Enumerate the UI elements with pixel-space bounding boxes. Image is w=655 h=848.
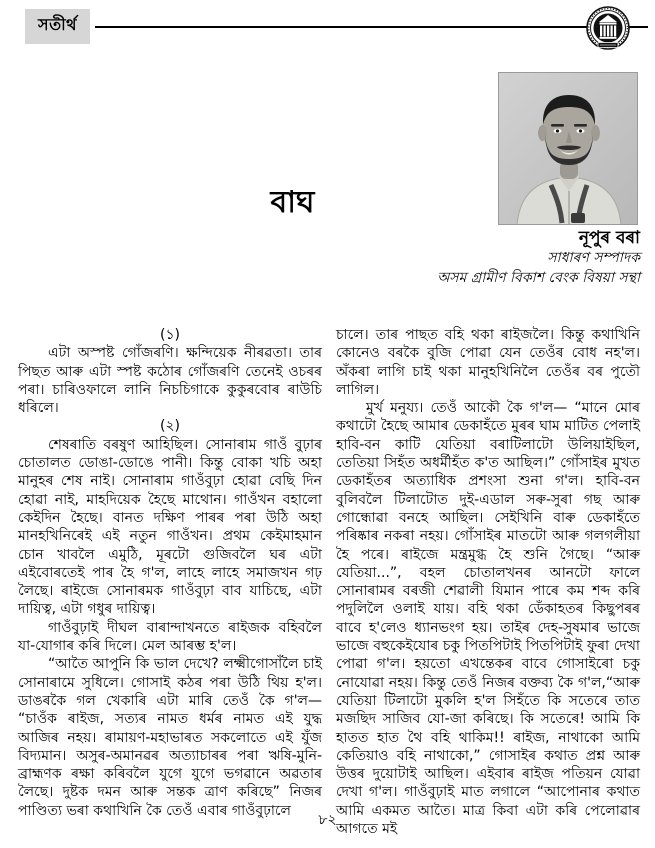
- byline: [300, 228, 640, 288]
- paragraph: শেষৰাতি বৰষুণ আহিছিল। সোনাৰাম গাওঁ বুঢ়াৰ চোতালত ডোঙা-ডোঙে পানী। কিন্তু বোকা খচি অহা মানুহৰ শেষ নাই। সোনাৰাম গাওঁবুঢ়া হোৱা বেছি দিন হোৱা নাই, মাহদিয়েক হৈছে মাথোন। গাওঁখন বহালো কেইদিন হৈছে। বানত দক্ষিণ পাৰৰ পৰা উঠি অহা মানহখিনিৰেই এই নতুন গাওঁখন। প্ৰথম কেইমাহমান চোন খাবলৈ এমুঠি, মূৰটো গুজিবলৈ ঘৰ এটা এইবোৰতেই পাৰ হৈ গ'ল, লাহে লাহে সমাজখন গঢ় লৈছে। ৰাইজে সোনাৰমক গাওঁবুঢ়া বাব যাচিছে, এটা দায়িত্ব, এটা গধুৰ দায়িত্ব।: [18, 436, 322, 618]
- paragraph-continuation: চালে। তাৰ পাছত বহি থকা ৰাইজলৈ। কিন্তু কথাখিনি কোনেও বৰকৈ বুজি পোৱা যেন তেওঁৰ বোধ নহ'ল। অঁকৰা লাগি চাই থকা মানুহখিনিলৈ তেওঁৰ বৰ পুতৌ লাগিল।: [336, 327, 640, 398]
- author-role: সাধাৰণ সম্পাদক: [547, 250, 640, 266]
- paragraph: এটা অস্পষ্ট গোঁজৰণি। ক্ষন্দিয়েক নীৰৱতা। তাৰ পিছত আৰু এটা স্পষ্ট কঠোৰ গোঁজৰণি তেনেই ওচৰৰ পৰা। চাৰিওফালে লানি নিচচিগাকে কুকুৰবোৰ ৰাউচি ধৰিলে।: [18, 345, 322, 417]
- header-rule: [95, 26, 648, 28]
- section-marker-1: (১): [159, 327, 180, 343]
- bank-emblem-icon: [586, 6, 630, 52]
- paragraph: “আতৈ আপুনি কি ভাল দেখে? লক্ষ্মীগোসাঁলৈ চাই সোনাৰামে সুধিলে। গোসাই কঠৰ পৰা উঠি থিয় হ'ল। ডাঙৰকৈ গল খেকাৰি এটা মাৰি তেওঁ কৈ গ'ল— “চাওঁক ৰাইজ, সত্যৰ নামত ধৰ্মৰ নামত এই যুদ্ধ আজিৰ নহয়। ৰামায়ণ-মহাভাৰত সকলোতে এই যুঁজ বিদ্যমান। অসুৰ-অমানৱৰ অত্যাচাৰৰ পৰা ঋষি-মুনি-ব্ৰাহ্মণক ৰক্ষা কৰিবলৈ যুগে যুগে ভগৱানে অৱতাৰ লৈছে। দুষ্টক দমন আৰু সন্তক ত্ৰাণ কৰিছে” নিজৰ পাণ্ডিত্য ভৰা কথাখিনি কৈ তেওঁ এবাৰ গাওঁবুঢ়ালে: [18, 656, 322, 819]
- masthead-title-box: [25, 9, 90, 44]
- left-column: [18, 326, 322, 838]
- paragraph: মুৰ্খ মনুয্য। তেওঁ আকৌ কৈ গ'ল— “মানে মোৰ কথাটো হৈছে আমাৰ ডেকাহঁতে মুৰৰ ঘাম মাটিত পেলাই হাবি-বন কাটি যেতিয়া বৰাটিলাটো উলিয়াইছিল, তেতিয়া সিহঁত অধৰ্মীহঁত ক'ত আছিল।” গোঁসাইৰ মুখত ডেকাহঁতৰ অত্যাধিক প্ৰশংসা শুনা গ'ল। হাবি-বন বুলিবলৈ টিলাটোত দুই-এডাল সৰু-সুৰা গছ আৰু গোন্ধোৱা বনহে আছিল। সেইখিনি বাৰু ডেকাহঁতে পৰিষ্কাৰ নকৰা নহয়। গোঁসাইৰ মাতটো আৰু গলগলীয়া হৈ পৰে। ৰাইজে মন্ত্ৰমুগ্ধ হৈ শুনি গৈছে। “আৰু যেতিয়া...”, বহল চোতালখনৰ আনটো ফালে সোনাৰামৰ বৰজী শেৱালী যিমান পাৰে কম শব্দ কৰি পদুলিলৈ ওলাই যায়। বহি থকা ডেঁকাহতৰ কিছুপৰৰ বাবে হ'লেও ধ্যানভংগ হয়। তাইৰ দেহ-সুষমাৰ ভাজে ভাজে বহুকেইযোৰ চকু পিতপিটাই পিতপিটাই ফুৰা দেখা পোৱা গ'ল। হয়তো এখন্তেকৰ বাবে গোসাইৰো চকু নোযোৱা নহয়। কিন্তু তেওঁ নিজৰ বক্তব্য কৈ গ'ল,“আৰু যেতিয়া টিলাটো মুকলি হ'ল সিহঁতে কি সতেৰে তাত মজছিদ সাজিব যো-জা কৰিছে। কি সতেৰে! আমি কি হাতত হাত থৈ বহি থাকিম!! ৰাইজ, নাথাকো আমি কেতিয়াও বহি নাথাকো,” গোসাইৰ কথাত প্ৰশ্ন আৰু উত্তৰ দুয়োটাই আছিল। এইবাৰ ৰাইজ পতিয়ন যোৱা দেখা গ'ল। গাওঁবুঢ়াই মাত লগালে “আপোনাৰ কথাত আমি একমত আতৈ। মাত্ৰ কিবা এটা কৰি পেলোৱাৰ আগতে মই: [336, 400, 640, 838]
- right-column: [336, 326, 640, 838]
- author-organization: অসম গ্ৰামীণ বিকাশ বেংক বিষয়া সন্থা: [437, 270, 640, 286]
- article-title: বাঘ: [270, 185, 315, 220]
- author-name: নূপুৰ বৰা: [578, 228, 640, 248]
- section-marker-2: (২): [159, 418, 181, 435]
- page-number: ৮২: [318, 812, 337, 828]
- masthead-title: সতীৰ্থ: [38, 15, 78, 34]
- article-body: [18, 326, 640, 838]
- portrait-photo: [498, 72, 638, 225]
- paragraph: গাওঁবুঢ়াই দীঘল বাৰান্দাখনতে ৰাইজক বহিবলৈ যা-যোগাৰ কৰি দিলে। মেল আৰম্ভ হ'ল।: [18, 619, 322, 655]
